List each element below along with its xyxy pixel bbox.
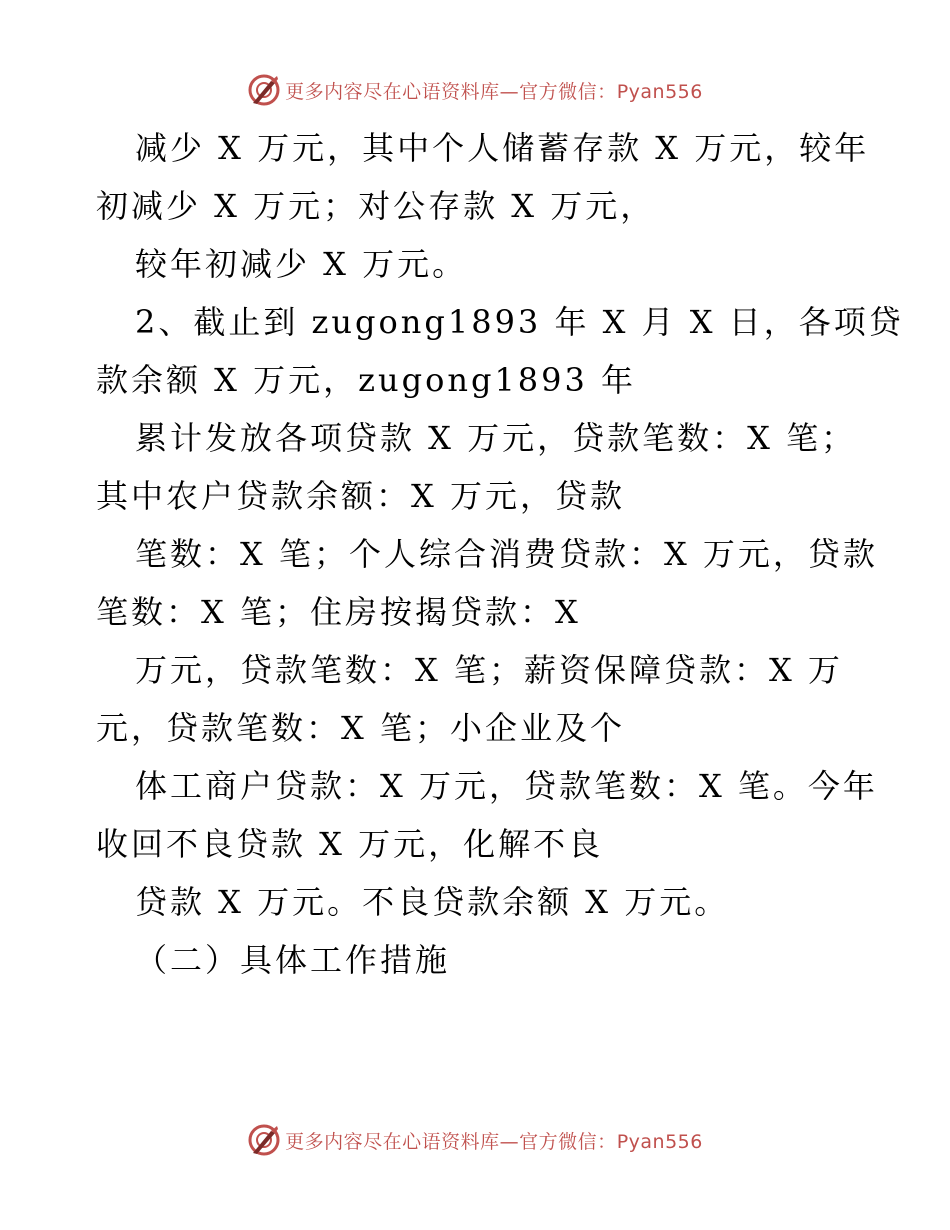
paragraph-line: 较年初减少 X 万元。	[135, 245, 468, 283]
pen-circle-logo-icon	[247, 1123, 281, 1157]
paragraph-line: 初减少 X 万元；对公存款 X 万元，	[96, 187, 656, 225]
paragraph-line: 元，贷款笔数：X 笔；小企业及个	[96, 709, 625, 747]
paragraph-line: 2、截止到 zugong1893 年 X 月 X 日，各项贷	[135, 303, 904, 341]
paragraph-line: 笔数：X 笔；住房按揭贷款：X	[96, 593, 581, 631]
footer-watermark	[0, 1120, 950, 1160]
paragraph-line: 万元，贷款笔数：X 笔；薪资保障贷款：X 万	[135, 651, 843, 689]
paragraph-line: 收回不良贷款 X 万元，化解不良	[96, 825, 604, 863]
paragraph-line: 累计发放各项贷款 X 万元，贷款笔数：X 笔；	[135, 419, 857, 457]
section-heading: （二）具体工作措施	[135, 941, 451, 979]
paragraph-line: 其中农户贷款余额：X 万元，贷款	[96, 477, 625, 515]
watermark-wechat-id: Pyan556	[616, 80, 703, 103]
paragraph-line: 贷款 X 万元。不良贷款余额 X 万元。	[135, 883, 730, 921]
watermark-separator: —	[499, 80, 520, 103]
paragraph-line: 款余额 X 万元，zugong1893 年	[96, 361, 637, 399]
watermark-slogan: 更多内容尽在心语资料库	[285, 80, 500, 103]
watermark-slogan: 更多内容尽在心语资料库	[285, 1130, 500, 1153]
paragraph-line: 体工商户贷款：X 万元，贷款笔数：X 笔。今年	[135, 767, 878, 805]
paragraph-line: 减少 X 万元，其中个人储蓄存款 X 万元，较年	[135, 129, 870, 167]
watermark-separator: —	[499, 1130, 520, 1153]
watermark-wechat-id: Pyan556	[616, 1130, 703, 1153]
paragraph-line: 笔数：X 笔；个人综合消费贷款：X 万元，贷款	[135, 535, 878, 573]
watermark-text	[285, 1127, 703, 1154]
watermark-wechat-label: 官方微信：	[519, 1130, 617, 1153]
watermark-wechat-label: 官方微信：	[519, 80, 617, 103]
